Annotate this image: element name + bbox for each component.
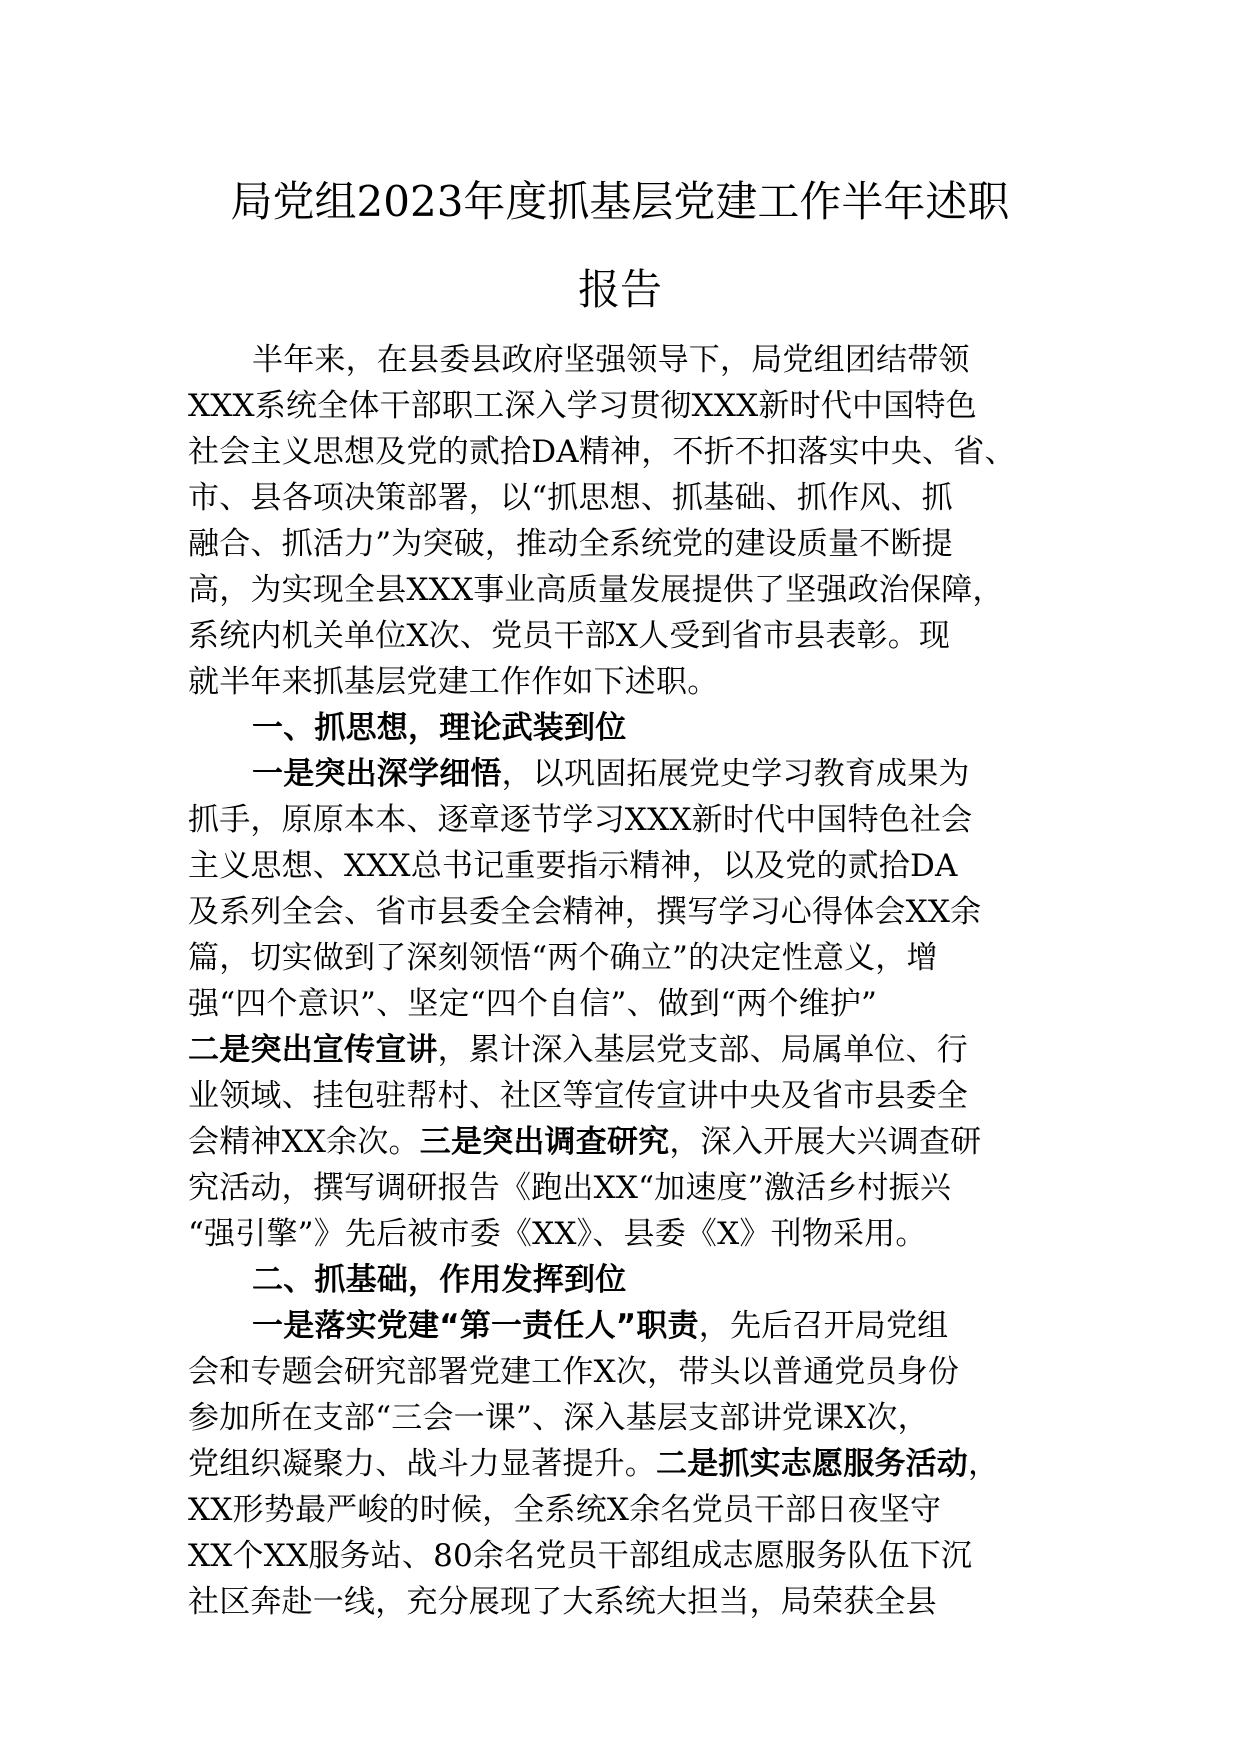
paragraph-line: 系统内机关单位X次、党员干部X人受到省市县表彰。现 [188,618,951,654]
section-heading-1: 一、抓思想，理论武装到位 [252,710,627,746]
paragraph-line: 就半年来抓基层党建工作作如下述职。 [188,664,719,700]
paragraph-line: 业领域、挂包驻帮村、社区等宣传宣讲中央及省市县委全 [188,1078,968,1114]
paragraph-line: 半年来，在县委县政府坚强领导下，局党组团结带领 [252,342,970,378]
paragraph-line: 主义思想、XXX总书记重要指示精神，以及党的贰拾DA [188,848,958,884]
paragraph-text: ，累计深入基层党支部、局属单位、行 [437,1032,969,1068]
paragraph-line [188,1119,1068,1165]
paragraph-line: 参加所在支部“三会一课”、深入基层支部讲党课X次， [188,1400,929,1436]
paragraph-line: 社区奔赴一线，充分展现了大系统大担当，局荣获全县 [188,1584,937,1620]
paragraph-line: 抓手，原原本本、逐章逐节学习XXX新时代中国特色社会 [188,802,973,838]
paragraph-line: 市、县各项决策部署，以“抓思想、抓基础、抓作风、抓 [188,480,953,516]
paragraph-line: XX个XX服务站、80余名党员干部组成志愿服务队伍下沉 [188,1538,973,1574]
paragraph-text: 会精神XX余次。 [188,1124,420,1160]
paragraph-line: XXX系统全体干部职工深入学习贯彻XXX新时代中国特色 [188,388,977,424]
paragraph-text: ，先后召开局党组 [698,1308,949,1344]
section-heading-2: 二、抓基础，作用发挥到位 [252,1262,627,1298]
paragraph-line: 融合、抓活力”为突破，推动全系统党的建设质量不断提 [188,526,953,562]
bold-lead-phrase: 二是抓实志愿服务活动 [656,1446,968,1482]
document-body [188,337,1068,1625]
paragraph-line: 社会主义思想及党的贰拾DA精神，不折不扣落实中央、省、 [188,434,1016,470]
bold-lead-phrase: 二是突出宣传宣讲 [188,1032,438,1068]
paragraph-line [188,751,1068,797]
paragraph-line: XX形势最严峻的时候，全系统X余名党员干部日夜坚守 [188,1492,942,1528]
paragraph-line: 篇，切实做到了深刻领悟“两个确立”的决定性意义，增 [188,940,938,976]
paragraph-text: ，深入开展大兴调查研 [669,1124,982,1160]
paragraph-line: 强“四个意识”、坚定“四个自信”、做到“两个维护” [188,986,878,1022]
paragraph-text: ，以巩固拓展党史学习教育成果为 [501,756,970,792]
paragraph-text: 党组织凝聚力、战斗力显著提升。 [188,1446,656,1482]
paragraph-line: “强引擎”》先后被市委《XX》、县委《X》刊物采用。 [188,1216,927,1252]
bold-lead-phrase: 一是突出深学细悟 [252,756,502,792]
bold-lead-phrase: 一是落实党建“第一责任人”职责 [252,1308,699,1344]
paragraph-text: ， [968,1446,1000,1482]
paragraph-line [188,1441,1068,1487]
paragraph-line: 究活动，撰写调研报告《跑出XX“加速度”激活乡村振兴 [188,1170,952,1206]
paragraph-line: 会和专题会研究部署党建工作X次，带头以普通党员身份 [188,1354,960,1390]
bold-lead-phrase: 三是突出调查研究 [419,1124,670,1160]
document-title-line-2: 报告 [577,265,662,314]
document-title-line-1: 局党组2023年度抓基层党建工作半年述职 [230,177,1010,226]
paragraph-line: 高，为实现全县XXX事业高质量发展提供了坚强政治保障， [188,572,1004,608]
paragraph-line [188,1027,1068,1073]
paragraph-line: 及系列全会、省市县委全会精神，撰写学习心得体会XX余 [188,894,982,930]
paragraph-line [188,1303,1068,1349]
